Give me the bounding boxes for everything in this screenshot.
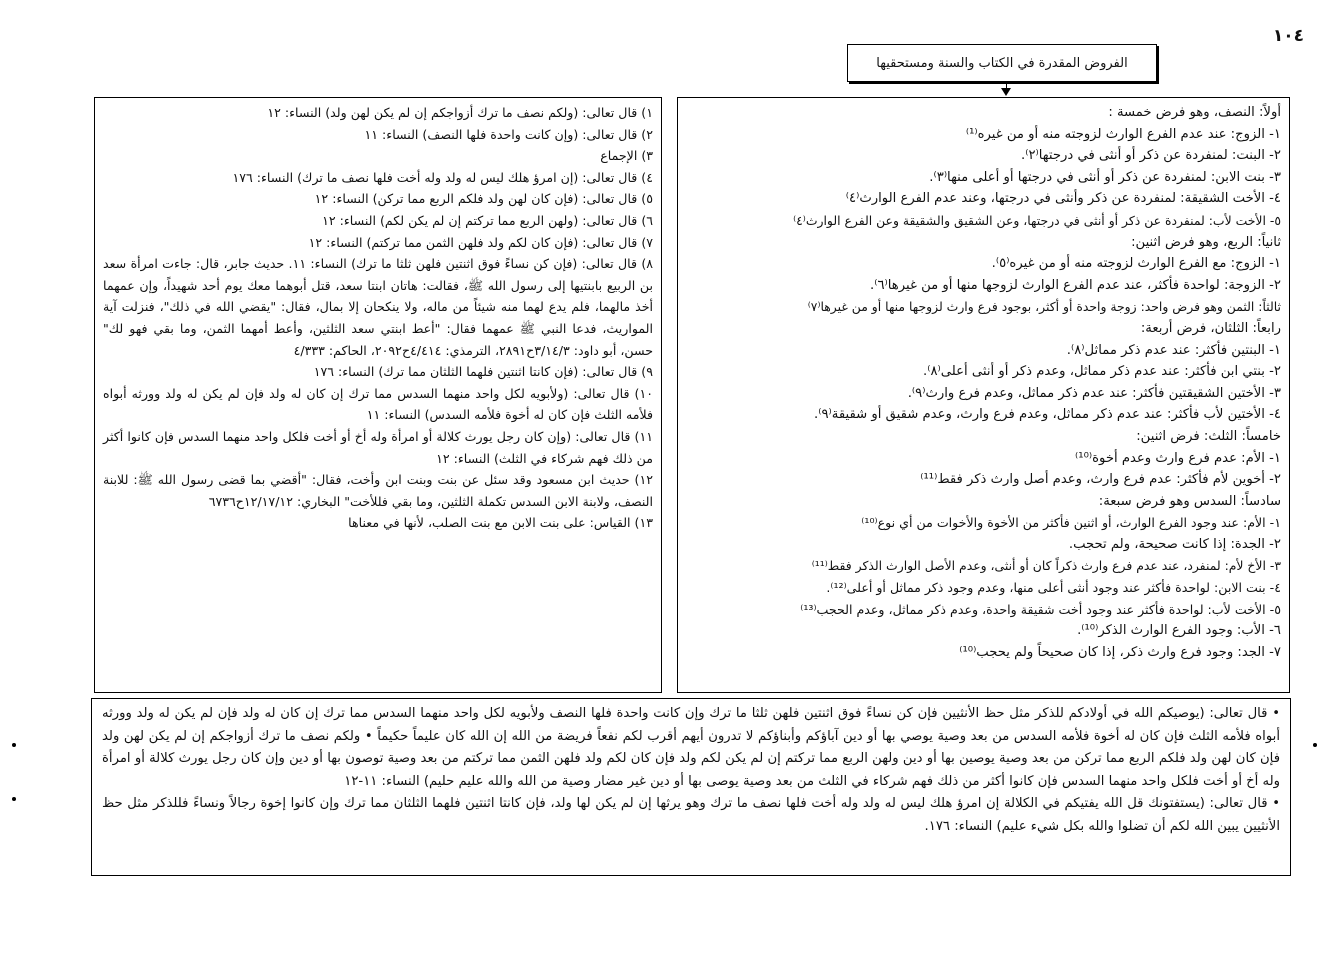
page-number: ١٠٤: [1272, 26, 1304, 46]
footnote-item: ٨) قال تعالى: (فإن كن نساءً فوق اثنتين فلهن ثلثا ما ترك) النساء: ١١. حديث جابر، قال: جاءت امرأة سعد بن الربيع بابنتيها إلى رسول الله ﷺ، فقالت: هاتان ابنتا سعد، قتل أبوهما معك يوم أحد شهيداً، وإن عمهما أخذ مالهما، فلم يدع لهما منه شيئاً من ماله، ولا ينكحان إلا بمال، فقال: "يقضي الله في ذلك"، فنزلت آية المواريث، فدعا النبي ﷺ عمهما فقال: "أعط ابنتي سعد الثلثين، وأعط أمهما الثمن، وما بقي فهو لك" حسن، أبو داود: ٣/١٤/٣ح٢٨٩١، الترمذي: ٤/٤١٤ح٢٠٩٢، الحاكم: ٤/٣٣٣: [103, 256, 654, 358]
footnote-item: ١١) قال تعالى: (وإن كان رجل يورث كلالة أو امرأة وله أخ أو أخت فلكل واحد منهما السدس فإن كانوا أكثر من ذلك فهم شركاء في الثلث) النساء: ١٢: [103, 428, 653, 466]
list-item: ١- الزوج: مع الفرع الوارث لزوجته منه أو من غيره⁽٥⁾.: [991, 256, 1281, 272]
margin-mark: [12, 743, 16, 747]
list-item: ٢- أخوين لأم فأكثر: عدم فرع وارث، وعدم أصل وارث ذكر فقط⁽¹¹⁾: [920, 472, 1281, 488]
margin-mark: [12, 797, 16, 801]
list-item: ٣- بنت الابن: لمنفردة عن ذكر أو أنثى في درجتها أو أعلى منها⁽٣⁾.: [929, 169, 1281, 185]
list-item: ٥- الأخت لأب: لواحدة فأكثر عند وجود أخت شقيقة واحدة، وعدم ذكر مماثل، وعدم الحجب⁽¹³⁾: [800, 601, 1281, 617]
list-item: ٢- بنتي ابن فأكثر: عند عدم ذكر مماثل، وعدم ذكر أو أنثى أعلى⁽٨⁾.: [923, 364, 1281, 380]
footnote-item: ٣) الإجماع: [600, 148, 653, 164]
list-item: ٤- الأخت الشقيقة: لمنفردة عن ذكر وأنثى في درجتها، وعند عدم الفرع الوارث⁽٤⁾: [845, 191, 1281, 207]
list-item: ٣- الأختين الشقيقتين فأكثر: عند عدم ذكر مماثل، وعدم فرع وارث⁽٩⁾.: [907, 385, 1281, 401]
list-item: خامساً: الثلث: فرض اثنين:: [1136, 428, 1281, 444]
verse-paragraph: • قال تعالى: (يستفتونك قل الله يفتيكم في الكلالة إن امرؤ هلك ليس له ولد وله أخت فلها نصف ما ترك وهو يرثها إن لم يكن لها ولد، فإن كانتا اثنتين فلهما الثلثان مما ترك وإن كانوا إخوة رجالاً ونساءً فللذكر مثل حظ الأنثيين يبين الله لكم أن تضلوا والله بكل شيء عليم) النساء: ١٧٦.: [102, 796, 1280, 834]
list-item: ١- البنتين فأكثر: عند عدم ذكر مماثل⁽٨⁾.: [1066, 342, 1281, 358]
page-title: الفروض المقدرة في الكتاب والسنة ومستحقيها: [847, 44, 1157, 82]
footnote-item: ١) قال تعالى: (ولكم نصف ما ترك أزواجكم إن لم يكن لهن ولد) النساء: ١٢: [267, 105, 653, 120]
evidence-footnotes-panel: [94, 97, 662, 693]
arrow-down-icon: [1001, 88, 1011, 96]
list-item: رابعاً: الثلثان، فرض أربعة:: [1140, 320, 1281, 336]
list-item: ٥- الأخت لأب: لمنفردة عن ذكر أو أنثى في درجتها، وعن الشقيق والشقيقة وعن الفرع الوارث⁽٤⁾: [793, 212, 1281, 228]
footnote-item: ٤) قال تعالى: (إن امرؤ هلك ليس له ولد وله أخت فلها نصف ما ترك) النساء: ١٧٦: [232, 169, 653, 185]
list-item: ٧- الجد: وجود فرع وارث ذكر، إذا كان صحيحاً ولم يحجب⁽¹⁰⁾: [959, 644, 1281, 660]
list-item: أولاً: النصف، وهو فرض خمسة :: [1108, 105, 1281, 120]
list-item: ٦- الأب: وجود الفرع الوارث الذكر⁽¹⁰⁾.: [1077, 623, 1281, 639]
shares-list-panel: [677, 97, 1290, 693]
list-item: ١- الأم: عند وجود الفرع الوارث، أو اثنين فأكثر من الأخوة والأخوات من أي نوع⁽¹⁰⁾: [861, 515, 1281, 531]
margin-mark: [1313, 743, 1317, 747]
footnote-item: ٦) قال تعالى: (ولهن الربع مما تركتم إن لم يكن لكم) النساء: ١٢: [322, 212, 653, 228]
footnote-item: ١٣) القياس: على بنت الابن مع بنت الصلب، لأنها في معناها: [348, 515, 653, 531]
list-item: سادساً: السدس وهو فرض سبعة:: [1098, 493, 1281, 509]
list-item: ٤- الأختين لأب فأكثر: عند عدم ذكر مماثل، وعدم فرع وارث، وعدم شقيق أو شقيقة⁽٩⁾.: [814, 407, 1281, 423]
list-item: ٢- الجدة: إذا كانت صحيحة، ولم تحجب.: [1068, 536, 1281, 552]
list-item: ثانياً: الربع، وهو فرض اثنين:: [1131, 234, 1281, 250]
footnote-item: ١٢) حديث ابن مسعود وقد سئل عن بنت وبنت ابن وأخت، فقال: "أقضي بما قضى رسول الله ﷺ: للابنة النصف، ولابنة الابن السدس تكملة الثلثين، وما بقي فللأخت" البخاري: ١٢/١٧/١٢ح٦٧٣٦: [103, 472, 653, 509]
list-item: ٣- الأخ لأم: لمنفرد، عند عدم فرع وارث ذكراً كان أو أنثى، وعدم الأصل الوارث الذكر فقط⁽¹¹⁾: [811, 558, 1281, 574]
footnote-item: ٩) قال تعالى: (فإن كانتا اثنتين فلهما الثلثان مما ترك) النساء: ١٧٦: [313, 364, 653, 380]
footnote-item: ٧) قال تعالى: (فإن كان لكم ولد فلهن الثمن مما تركتم) النساء: ١٢: [308, 234, 653, 250]
list-item: ٢- الزوجة: لواحدة فأكثر، عند عدم الفرع الوارث لزوجها منها أو من غيرها⁽٦⁾.: [870, 277, 1281, 293]
list-item: ٤- بنت الابن: لواحدة فأكثر عند وجود أنثى أعلى منها، وعدم وجود ذكر مماثل أو أعلى⁽¹²⁾.: [826, 580, 1281, 596]
list-item: ثالثاً: الثمن وهو فرض واحد: زوجة واحدة أو أكثر، بوجود فرع وارث لزوجها منها أو من غيرها⁽٧⁾: [807, 299, 1281, 315]
footnote-item: ٢) قال تعالى: (وإن كانت واحدة فلها النصف) النساء: ١١: [364, 126, 653, 142]
quran-verses-panel: [91, 698, 1291, 876]
verse-paragraph: • قال تعالى: (يوصيكم الله في أولادكم للذكر مثل حظ الأنثيين فإن كن نساءً فوق اثنتين فلهن ثلثا ما ترك وإن كانت واحدة فلها النصف ولأبويه لكل واحد منهما السدس مما ترك إن كان له ولد فإن لم يكن له ولد وورثه أبواه فلأمه الثلث فإن كان له أخوة فلأمه السدس من بعد وصية يوصي بها أو دين آباؤكم وأبناؤكم لا تدرون أيهم أقرب لكم نفعاً فريضة من الله إن الله كان عليماً حكيماً • ولكم نصف ما ترك أزواجكم إن لم يكن لهن ولد فإن كان لهن ولد فلكم الربع مما تركن من بعد وصية يوصين بها أو دين ولهن الربع مما تركتم إن لم يكن لكم ولد فإن كان لكم ولد فلهن الثمن مما تركتم من بعد وصية توصون بها أو دين وإن كان رجل يورث كلالة أو امرأة وله أخ أو أخت فلكل واحد منهما السدس فإن كانوا أكثر من ذلك فهم شركاء في الثلث من بعد وصية يوصى بها أو دين غير مضار وصية من الله والله عليم حليم) النساء: ١١-١٢: [102, 706, 1280, 789]
footnote-item: ١٠) قال تعالى: (ولأبويه لكل واحد منهما السدس مما ترك إن كان له ولد فإن لم يكن له ولد وورثه أبواه فلأمه الثلث فإن كان له أخوة فلأمه السدس) النساء: ١١: [103, 385, 653, 423]
footnote-item: ٥) قال تعالى: (فإن كان لهن ولد فلكم الربع مما تركن) النساء: ١٢: [314, 191, 653, 207]
list-item: ١- الزوج: عند عدم الفرع الوارث لزوجته منه أو من غيره⁽¹⁾: [965, 126, 1281, 142]
list-item: ١- الأم: عدم فرع وارث وعدم أخوة⁽¹⁰⁾: [1075, 450, 1281, 466]
list-item: ٢- البنت: لمنفردة عن ذكر أو أنثى في درجتها⁽٢⁾.: [1021, 148, 1281, 164]
